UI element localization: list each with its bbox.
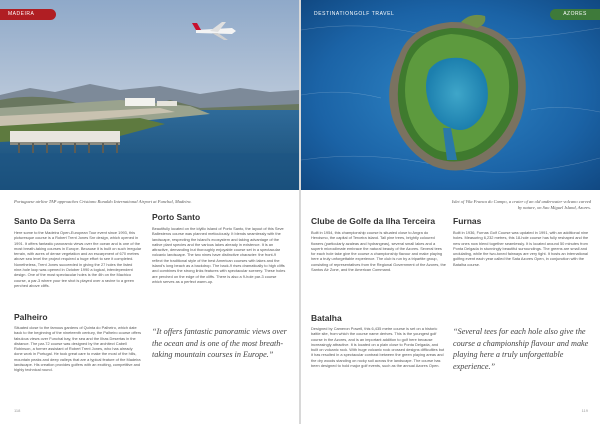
pull-quote: “Several tees for each hole also give the course a championship flavour and make playing here a truly unforgettable experience.” <box>453 327 589 371</box>
section-tag-azores: AZORES <box>550 9 600 20</box>
terceira-heading: Clube de Golfe da Ilha Terceira <box>311 216 436 226</box>
left-page <box>0 0 299 424</box>
batalha-body: Designed by Cameron Powell, this 6,435 metre course is set on a historic battle site, from which the course name derives. This is the youngest golf course in the Azores, and is an important addition to golf here because increasingly attractive. It is located on a plain close to Ponta Delgada, and built on volcanic rock. With huge volcanic rock crossed designs difficulties but it has resulted in a spectacular contrast between the green playing areas and the dry woods standing on rocky soil across the landscape. The course has been designed to hold major golf events, such as the annual Azores Open. <box>311 326 445 369</box>
right-page <box>301 0 600 424</box>
photo-caption: Islet of Vila Franca do Campo, a crater of an old underwater volcano carved by nature, on Sao Miguel Island, Azores. <box>451 198 591 210</box>
santo-da-serra-body: Here some to the Madeira Open-European Tour event since 1993, this picturesque course is a Robert Trent Jones Snr design, which opened in 1991. It offers fantastic panoramic views over the ocean and is one of the most breath-taking courses in Europe. Because it is built on such irregular terrain, with acres of dense vegetation and an escarpment of 670 metres above sea level the project required a huge effort to see it completed. Nonetheless, Trent Jones succeeded in giving the 27 holes the listed nine-hole loop was opened in October 1990 a logical, interdependent design. One of the most spectacular holes is the 4th on the Machico course, a par-3 where your tee shot is played over a ravine to a green perched above cliffs. <box>14 230 142 288</box>
furnas-heading: Furnas <box>453 216 482 226</box>
palheiro-heading: Palheiro <box>14 312 48 322</box>
porto-santo-body: Beautifully located on the idyllic island of Porto Santo, the layout of this Seve Ballesteros course was planned meticulously. It blends seamlessly with the landscape, respecting the island's ecosystem and taking advantage of the native plant species and the various lakes already in existence. It is an attractive, demanding but thoroughly enjoyable course set in a spectacular volcanic landscape. The two nines have distinctive character: the front-9 reflect the traditional style of the best American courses with lakes and the island's long beach as a backdrop. The back-9 rises dramatically to high cliffs and combines the strong links features with spectacular scenery. These holes are perched on the edge of the cliffs. There is also a 9-hole par-3 course which serves as a perfect warm-up. <box>152 226 286 284</box>
terceira-body: Built in 1954, this championship course is situated close to Angra do Heroismo, the capital of Terceira island. Tall pine trees, brightly coloured flowers (particularly azaleas and hydrangeas), several small lakes and a superb microclimate embrace the natural beauty of the Azores. Several tees for each hole take give the course a championship flavour and make playing here a truly unforgettable experience. The club is run by a tripartite group, consisting of representatives from the Regional Government of the Azores, the Santos Air Zone, and the American Command. <box>311 230 446 273</box>
section-tag-madeira: MADEIRA <box>0 9 56 20</box>
page-number: 118 <box>14 408 21 413</box>
batalha-heading: Batalha <box>311 313 342 323</box>
running-head: DESTINATIONGOLF TRAVEL <box>314 11 395 17</box>
islet-photo <box>301 0 600 190</box>
palheiro-body: Situated close to the famous gardens of Quinta do Palheiro, which date back to the beginning of the nineteenth century, the Palheiro course offers fabulous views over Funchal bay, the sea and the Ilhas Desertas in the distance. The par-72 course was designed by the architect Cabell Robinson, a former assistant of Robert Trent Jones, who has already done work in Portugal. He took great care to make the most of the hills, mountain peaks and deep valleys that are a typical feature of the Madeira landscape. His creation provides golfers with an exciting, competitive and highly technical round. <box>14 325 142 373</box>
santo-da-serra-heading: Santo Da Serra <box>14 216 75 226</box>
porto-santo-heading: Porto Santo <box>152 212 201 222</box>
furnas-body: Built in 1936, Furnas Golf Course was updated in 1991, with an additional nine holes. Measuring 6,232 metres, this 18-hole course has fully reshaped and the new ones now blend together seamlessly. It is located around 50 minutes from Ponta Delgada in stunningly beautiful surroundings. The greens are small and undulating, while the two-toned fairways are very tight. It hosts an international golfing event each year called the Sata Azores Open, in conjunction with the Batalha course. <box>453 230 589 267</box>
page-number: 119 <box>581 408 588 413</box>
photo-caption: Portuguese airline TAP approaches Cristiano Ronaldo International Airport at Funchal, Madeira. <box>14 198 192 204</box>
pull-quote: “It offers fantastic panoramic views over the ocean and is one of the most breath-taking mountain courses in Europe.” <box>152 327 287 359</box>
airport-photo <box>0 0 299 190</box>
